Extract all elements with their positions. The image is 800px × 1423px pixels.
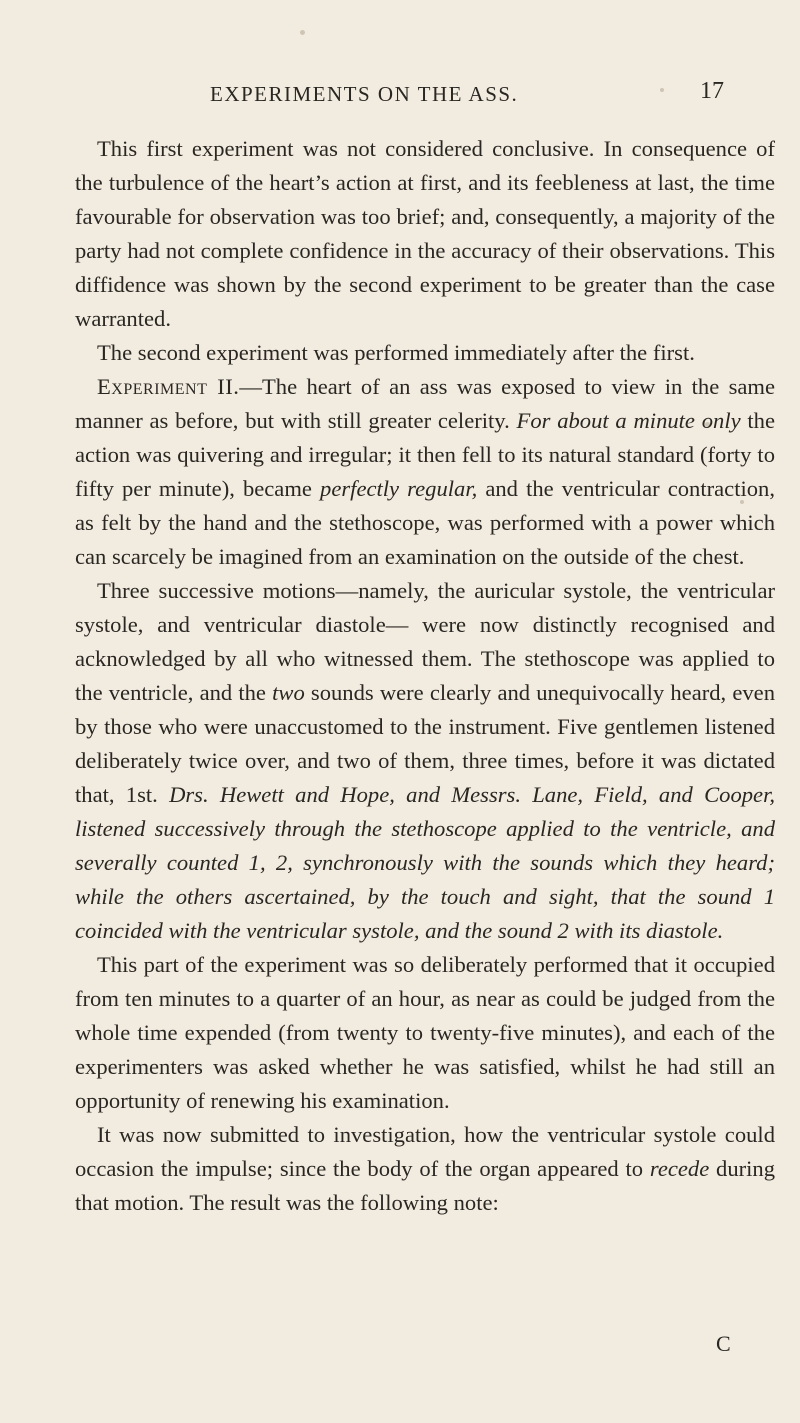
text-run: It was now submitted to investigation, how the ventricular systole could occasion the impulse; since the body of the organ appeared to — [75, 1122, 775, 1181]
body-text — [75, 132, 775, 1220]
italic-text: For about a minute only — [516, 408, 741, 433]
text-run: —The heart of an ass was exposed to view in the same manner as before, but with still greater celerity. — [75, 374, 775, 433]
italic-text: Drs. Hewett and Hope, and Messrs. Lane, Field, and Cooper, listened successively through the stethoscope applied to the ventricle, and severally counted 1, 2, synchronously with the sounds which they heard; while the others ascertained, by the touch and sight, that the sound 1 coincided with the ventricular systole, and the sound 2 with its diastole. — [75, 782, 776, 943]
page-number: 17 — [700, 78, 724, 104]
experiment-heading: Experiment II. — [97, 374, 240, 399]
paper-speck — [300, 30, 305, 35]
italic-text: two — [272, 680, 305, 705]
running-head: EXPERIMENTS ON THE ASS. — [210, 82, 519, 106]
paragraph — [75, 336, 775, 370]
italic-text: recede — [649, 1156, 710, 1181]
text-run: and the ventricular contraction, as felt by the hand and the stethoscope, was performed with a power which can scarcely be imagined from an examination on the outside of the chest. — [75, 476, 775, 569]
text-run: sounds were clearly and unequivocally heard, even by those who were unaccustomed to the instrument. Five gentlemen listened deliberately twice over, and two of them, three times, before it was dictated that, 1st. — [75, 680, 775, 807]
paragraph — [75, 1118, 775, 1220]
text-run: Three successive motions—namely, the auricular systole, the ventricular systole, and ventricular diastole— were now distinctly recognised and acknowledged by all who witnessed them. The stethoscope was applied to the ventricle, and the — [75, 578, 775, 705]
text-run: This first experiment was not considered conclusive. In consequence of the turbulence of the heart’s action at first, and its feebleness at last, the time favourable for observation was too brief; and, consequently, a majority of the party had not complete confidence in the accuracy of their observations. This diffidence was shown by the second experiment to be greater than the case warranted. — [75, 136, 775, 331]
page-header — [0, 78, 800, 112]
paragraph — [75, 574, 775, 948]
paragraph — [75, 132, 775, 336]
text-run: This part of the experiment was so deliberately performed that it occupied from ten minutes to a quarter of an hour, as near as could be judged from the whole time expended (from twenty to twenty-five minutes), and each of the experimenters was asked whether he was satisfied, whilst he had still an opportunity of renewing his examination. — [75, 952, 775, 1113]
text-run: during that motion. The result was the following note: — [75, 1156, 776, 1215]
italic-text: perfectly regular, — [320, 476, 478, 501]
signature-mark: C — [716, 1331, 731, 1356]
paragraph — [75, 370, 775, 574]
paragraph — [75, 948, 775, 1118]
text-run: The second experiment was performed immediately after the first. — [97, 340, 695, 365]
text-run: the action was quivering and irregular; it then fell to its natural standard (forty to fifty per minute), became — [75, 408, 775, 501]
